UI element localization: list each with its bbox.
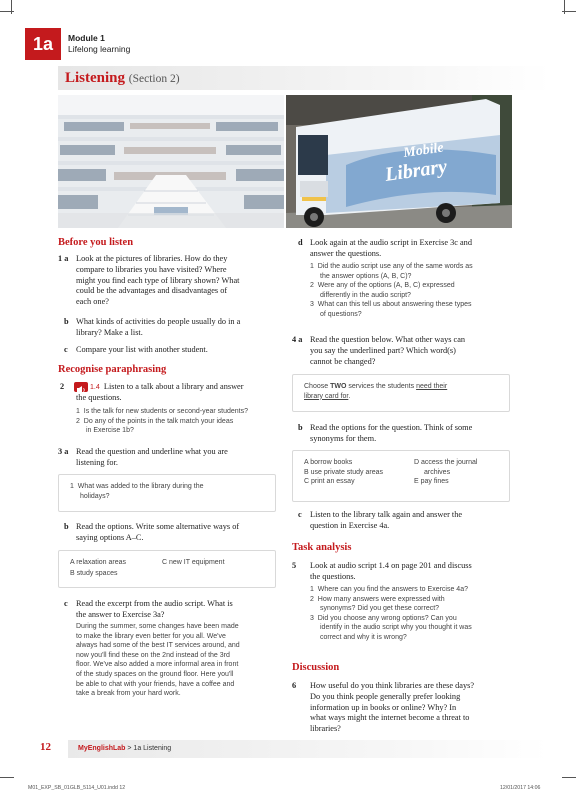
q6-text: How useful do you think libraries are these days? Do you think people generally prefer looking information up in books or online? Why? In what ways might the internet become a threat to libraries? (310, 681, 475, 734)
page-number: 12 (40, 741, 51, 753)
audio-track-number: 1.4 (90, 384, 100, 391)
question-box-2-text: Choose TWO services the students need their library card for. (304, 383, 448, 400)
q2-text: 1.4 Listen to a talk about a library and answer (90, 382, 244, 391)
print-slug-left: M01_EXP_SB_01GLB_5114_U01.indd 12 (28, 785, 126, 791)
library-interior-photo (58, 95, 284, 228)
q1a-text: Look at the pictures of libraries. How do they compare to libraries you have visited? Where might you find each type of library shown? What could be the advantages and disadvantages of each one? (76, 254, 240, 307)
q4b-text: Read the options for the question. Think of some synonyms for them. (310, 423, 473, 443)
footer-breadcrumb (78, 745, 171, 752)
heading-before-listen: Before you listen (58, 237, 134, 248)
option-4-list-right: D access the journal archives E pay fines (414, 459, 478, 486)
q2-subquestions: 1 Is the talk for new students or second-year students? 2 Do any of the points in the talk match your ideas in Exercise 1b? (76, 408, 248, 435)
option-4-list-left: A borrow books B use private study areas C print an essay (304, 459, 383, 486)
q4c-number: c (298, 510, 302, 519)
q1c-text: Compare your list with another student. (76, 345, 208, 354)
audio-excerpt: During the summer, some changes have been made to make the library even better for you all. We've always had some of the best IT services around, and now you'll find these on the 2nd instead of the 3rd floor. We've also added a more informal area in front of the study spaces on the ground floor. Here you'll be able to chat with your friends, have a coffee and take a break from your hard work. (76, 623, 240, 698)
q1a-number: 1 a (58, 254, 69, 263)
option-a: A relaxation areas (70, 559, 127, 566)
section-title-main: Listening (65, 70, 126, 86)
q1b-number: b (64, 317, 69, 326)
q3a-text: Read the question and underline what you are listening for. (76, 447, 228, 467)
q4a-text: Read the question below. What other ways can you say the underlined part? Which word(s) cannot be changed? (310, 335, 466, 366)
section-title (65, 70, 180, 87)
unit-badge (25, 28, 61, 60)
qd-text: Look again at the audio script in Exercise 3c and answer the questions. (310, 238, 472, 258)
qd-subquestions: 1 Did the audio script use any of the same words as the answer options (A, B, C)? 2 Were any of the options (A, B, C) expressed differently in the audio script? 3 What can this tell us about answering these types of questions? (310, 263, 473, 318)
q3b-text: Read the options. Write some alternative ways of saying options A–C. (76, 522, 240, 542)
q4a-number: 4 a (292, 335, 303, 344)
myenglishlab-link[interactable]: MyEnglishLab (78, 745, 126, 752)
footer-trail: > 1a Listening (125, 745, 172, 752)
module-title: Module 1 (68, 33, 105, 43)
option-c: C new IT equipment (162, 559, 225, 566)
module-topic: Lifelong learning (68, 44, 131, 54)
audio-icon[interactable] (74, 382, 88, 392)
unit-badge-label: 1a (32, 33, 54, 54)
q5-subquestions: 1 Where can you find the answers to Exercise 4a? 2 How many answers were expressed with synonyms? Did you get these correct? 3 Did you choose any wrong options? Can you identify in the audio script why you thought it was correct and why it is wrong? (310, 586, 472, 641)
q2-number: 2 (60, 382, 65, 391)
question-box-1-text: 1 What was added to the library during the holidays? (70, 483, 204, 500)
truck-sign-mobile: Mobile (402, 140, 445, 161)
heading-recognise-paraphrasing: Recognise paraphrasing (58, 364, 167, 375)
section-title-sub: (Section 2) (128, 73, 180, 85)
q4b-number: b (298, 423, 303, 432)
option-b: B study spaces (70, 570, 118, 577)
q6-number: 6 (292, 681, 297, 690)
q3a-number: 3 a (58, 447, 69, 456)
q4c-text: Listen to the library talk again and answer the question in Exercise 4a. (310, 510, 463, 530)
q2-text-cont: the questions. (76, 393, 122, 402)
q1c-number: c (64, 345, 68, 354)
q3c-number: c (64, 599, 68, 608)
q3b-number: b (64, 522, 69, 531)
print-slug-right: 12/01/2017 14:06 (500, 785, 541, 791)
truck-sign-library: Library (383, 155, 449, 186)
q5-number: 5 (292, 561, 297, 570)
mobile-library-photo (286, 95, 512, 228)
q1b-text: What kinds of activities do people usually do in a library? Make a list. (76, 317, 241, 337)
heading-task-analysis: Task analysis (292, 542, 352, 553)
heading-discussion: Discussion (292, 662, 340, 673)
qd-number: d (298, 238, 303, 247)
q5-text: Look at audio script 1.4 on page 201 and discuss the questions. (310, 561, 472, 581)
q3c-text: Read the excerpt from the audio script. What is the answer to Exercise 3a? (76, 599, 233, 619)
